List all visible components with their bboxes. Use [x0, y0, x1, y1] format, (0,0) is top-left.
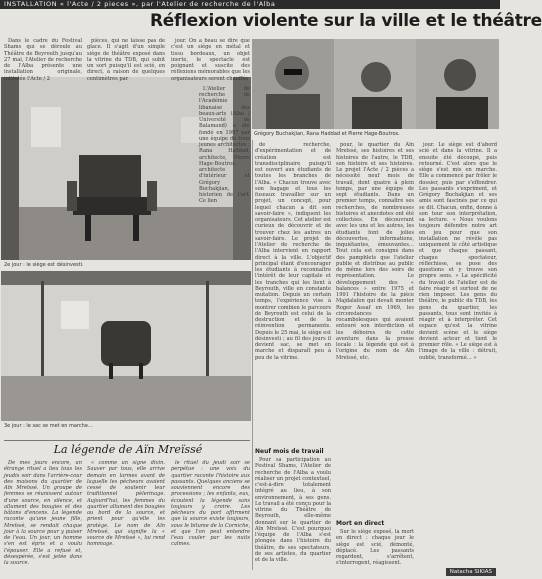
col5-text: pour, le quartier du Aïn Mreïssé, ses histoires et ses histoires de l'autre, le TDB, son histoire et ses histoires. Le projet l'Acte / 2 pièces a nécessité neuf mois de travail, dont quatre à plein temps, par une équipe de sept étudiants. Dans un premier temps, connaître ses recherches, de nombreuses histoires et anecdotes ont été collectées. En découvrant avec les uns et les autres, les étudiants font de jolies découvertes, informations, inquiétantes, émouvantes… Tout cela est consigné dans des pamphlets que l'atelier publie et distribue au public de même lors des soirs de représentation. Le développement des « balances » entre 1975 et 1991 l'histoire de la pièce Majdalaïon qui devait monter Roger Assaf en 1969, les circonstances rocambolesques qui avaient entouré son interdiction et les déboires de cette aventure dans la presse locale : la légende qui est à l'origine du nom de Aïn Mreïssé, etc. — [336, 142, 414, 361]
section-strip: INSTALLATION « l'Acte / 2 pieces », par l'Atelier de recherche de l'Alba — [0, 0, 500, 9]
col6-text: jour. Le siège est d'abord scié et dans la vitrine. Il a ensuite été découpé, puis retourné. C'est alors que le siège s'est mis en marche. Elle a commencé par frôler le dossier, puis par s'effondrer. Les passants s'expriment, et Grégory Buchakjian et ses amis sont fascinés par ce qui se dit. Chacun, enfin, donne à son tour son interprétation, sa lecture. « Nous voulons toujours défendre notre art en jeu pour que son installation ne révèle pas uniquement le côté artistique et que chaque passant, chaque spectateur, réfléchisse, se pose des questions et y trouve son propre sens. » La spécificité du travail de l'atelier est de faire réagir et surtout de ne rien imposer. Les gens du théâtre, le public du TDB, les gens du quartier, les passants, tous sont invités à réagir et à interpréter. Cet espace qu'est la vitrine devient scène et le siège devient acteur et tient le premier rôle. « Le siège est à l'image de la ville : détruit, oublié, transformé… » — [419, 142, 497, 361]
legend-col2-text: « comme un signe divin. Sauver par tous, elle arrive demain en larmes avant de laquelle les pêcheurs avaient cessé de soutenir leur traditionnel pèlerinage. Aujourd'hui, les femmes du quartier allument des bougies au bord de la source, et prient pour qu'elle les protège. Le nom de Aïn Mreïssé, qui signifie la « source de Mreïssé », lui rend hommage. — [87, 460, 165, 548]
col4-text: de recherche, d'expérimentation et de création est transdisciplinaire puisqu'il est ouvert aux étudiants de toutes les branches de l'Alba. « Chacun trouve avec son bagage et tous les fuseaux travailler sur un projet, un concept, pour lequel chacun a dit son savoir-faire », indiquent les organisateurs. Cet atelier est curieux de découvrir et de trouver chez les autres un savoir-faire. Le projet de l'Atelier de recherche de l'Alba intervient en rapport direct à la ville. L'objectif principal étant d'encourager les étudiants à reconnaître l'intérêt de leur capitale et les tranches qui les lient à Beyrouth, ville en constante mutation. Depuis un certain temps, l'expérience vise à montrer combien le parcours de Beyrouth est celui de la destruction et de la réinvention permanente. Depuis le 25 mai, le siège est désinvesti ; au fil des jours il devient sac, se met en marche et disparaît peu à peu de la vitrine. — [255, 142, 331, 361]
middle-body2 — [336, 529, 414, 569]
article-col2 — [87, 38, 165, 82]
legend-col1-text: De mes jours encore, un étrange rituel a lieu tous les jeudis soir dans l'arrière-cour des maisons du quartier de Aïn Mreïssé. Un groupe de femmes se réunissent autour d'une source, en silence, et allument des bougies et des bâtons d'encens. La légende raconte qu'une jeune fille, Mreïssé, se rendait chaque jour à la source pour y puiser de l'eau. Un jour, un homme s'en est épris et a voulu l'épouser. Elle a refusé et, désespérée, s'est jetée dans la source. — [4, 460, 82, 566]
sack-photo — [1, 271, 251, 421]
legend-col3-text: le rituel du jeudi soir se perpétue : une voix du quartier raconte l'histoire aux passants. Quelques anciens se souviennent encore des processions ; les enfants, eux, écoutent la légende sans toujours y croire. Les pêcheurs du port affirment que la source existe toujours, sous le bitume de la Corniche, et que l'on peut entendre l'eau couler par les nuits calmes. — [171, 460, 250, 548]
article-col4 — [255, 142, 331, 444]
article-col5 — [336, 142, 414, 442]
col3b-text: L'Atelier de recherche de l'Académie libanaise des beaux-arts (Alba / Université de Balamand) a été fondé en 1997 par une équipe de trois jeunes architectes : Rana Haddad, architecte, Pierre Hage-Boutros, architecte d'intérieur et Grégory Buchakjian, historien de l'art. Ce lien — [199, 85, 250, 205]
middle-body2-text: Sur le siège exposé, la mort en direct : chaque jour le siège est scié, démonté, déplacé. Les passants regardent, s'arrêtent, s'interrogent, réagissent. — [336, 529, 414, 567]
col1-text: Dans le cadre du Festival Shams qui se déroule au Théâtre de Beyrouth jusqu'au 27 mai, l'Atelier de recherche de l'Alba présente une installation originale, intitulée l'Acte / 2 — [4, 38, 82, 82]
col2-text: pièces, qui ne laisse pas de glace. Il s'agit d'un simple siège de théâtre exposé dans la vitrine du TDB, qui subit un sort puisqu'il est scié, en direct, à raison de quelques centimètres par — [87, 38, 165, 82]
article-col1 — [4, 38, 82, 82]
portraits-photo — [252, 39, 499, 129]
article-col3 — [171, 38, 250, 264]
legend-col1 — [4, 460, 82, 572]
col3a-text: jour. On a beau se dire que c'est un siège en métal et tissu bordeaux, un objet inerte, le spectacle est poignant et suscite des réflexions mémorables que les organisateurs seront chauffés — [171, 38, 250, 82]
byline: Natacha SIKIAS — [446, 568, 496, 576]
article-col6 — [419, 142, 497, 562]
middle-body1-text: Pour sa participation au Festival Shams, l'Atelier de recherche de l'Alba a voulu réaliser un projet contextuel, c'est-à-dire totalement intégré au lieu, à son environnement, à ses gens. Le travail a été conçu pour la vitrine du Théâtre de Beyrouth, elle-même donnant sur le quartier de Aïn Mreïssé. C'est pourquoi l'équipe de l'Alba s'est plongée dans l'histoire du théâtre, de ses spectateurs, de ses artistes, du quartier et de la ville. — [255, 457, 331, 563]
caption-portraits: Grégory Buchakjian, Rana Haddad et Pierre Hage-Boutros. — [254, 131, 400, 137]
legend-col2 — [87, 460, 165, 572]
subhead-neuf-mois: Neuf mois de travail — [255, 448, 324, 455]
headline: Réflexion violente sur la ville et le théâtre — [150, 11, 542, 31]
legend-top-rule — [4, 440, 250, 441]
portraits-illustration — [252, 39, 499, 129]
legend-col3 — [171, 460, 250, 572]
sack-illustration — [1, 271, 251, 421]
caption-photo2: 3e jour : le sac se met en marche… — [4, 423, 93, 429]
legend-title: La légende de Aïn Mreïssé — [53, 443, 203, 456]
middle-body1 — [255, 457, 331, 561]
column-divider — [252, 140, 253, 570]
caption-photo1: 2e jour : le siège est désinvesti. — [4, 262, 84, 268]
subhead-mort-en-direct: Mort en direct — [336, 520, 385, 527]
